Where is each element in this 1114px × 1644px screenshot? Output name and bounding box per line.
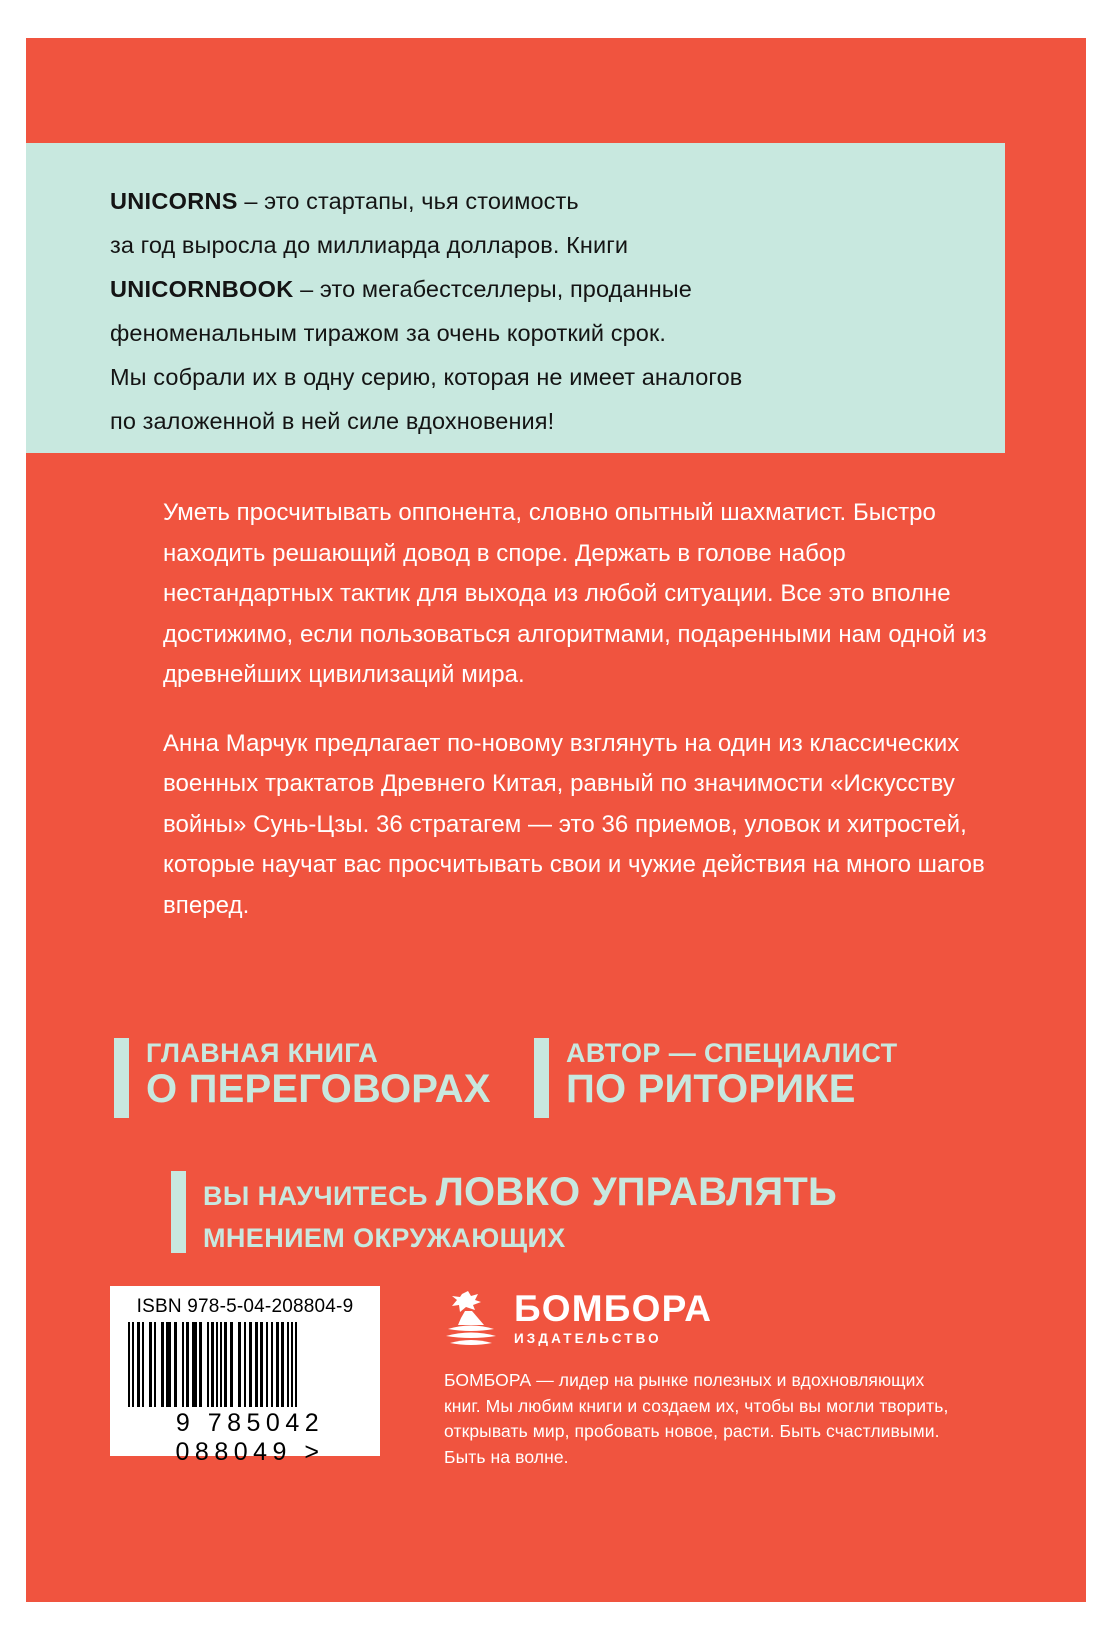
isbn-label: ISBN 978-5-04-208804-9 [136, 1296, 354, 1317]
series-line-5: Мы собрали их в одну серию, которая не имеет аналогов [110, 364, 743, 390]
feature-author-specialist-small: АВТОР — СПЕЦИАЛИСТ [566, 1038, 898, 1068]
series-line-3-rest: – это мегабестселлеры, проданные [293, 276, 692, 302]
series-description-panel [26, 143, 1005, 453]
feature-author-specialist [534, 1038, 898, 1118]
series-line-4: феноменальным тиражом за очень короткий срок. [110, 320, 666, 346]
feature-main-book-small: ГЛАВНАЯ КНИГА [146, 1038, 379, 1068]
series-brand-unicornbook: UNICORNBOOK [110, 276, 294, 302]
series-line-6: по заложенной в ней силе вдохновения! [110, 408, 555, 434]
series-description-text [110, 179, 965, 443]
publisher-description: БОМБОРА — лидер на рынке полезных и вдохновляющих книг. Мы любим книги и создаем их, чтобы вы могли творить, открывать мир, пробовать новое, расти. Быть счастливыми. Быть на волне. [444, 1370, 949, 1467]
publisher-subtitle: ИЗДАТЕЛЬСТВО [514, 1331, 662, 1346]
feature-you-will-learn-small: ВЫ НАУЧИТЕСЬ [203, 1181, 436, 1211]
series-brand-unicorns: UNICORNS [110, 188, 238, 214]
book-back-cover [26, 38, 1086, 1602]
accent-bar-icon [171, 1171, 186, 1253]
barcode-bars-icon [128, 1322, 362, 1407]
ean-digits: 9 785042 088049 > [175, 1409, 325, 1466]
publisher-block [444, 1286, 964, 1470]
series-line-1-rest: – это стартапы, чья стоимость [237, 188, 579, 214]
barcode-block [110, 1286, 380, 1466]
blurb-paragraph-2: Анна Марчук предлагает по-новому взглянуть на один из классических военных трактатов Древнего Китая, равный по значимости «Искусству войны» Сунь-Цзы. 36 стратагем — это 36 приемов, уловок и хитростей, которые научат вас просчитывать свои и чужие действия на много шагов вперед. [163, 729, 985, 919]
accent-bar-icon [114, 1038, 129, 1118]
accent-bar-icon [534, 1038, 549, 1118]
feature-you-will-learn [171, 1171, 837, 1253]
series-line-2: за год выросла до миллиарда долларов. Книги [110, 232, 629, 258]
feature-main-book-big: О ПЕРЕГОВОРАХ [146, 1067, 491, 1111]
feature-you-will-learn-second: МНЕНИЕМ ОКРУЖАЮЩИХ [203, 1223, 566, 1253]
publisher-name: БОМБОРА [514, 1288, 713, 1329]
feature-main-book [114, 1038, 491, 1118]
blurb-paragraph-1: Уметь просчитывать оппонента, словно опытный шахматист. Быстро находить решающий довод в споре. Держать в голове набор нестандартных тактик для выхода из любой ситуации. Все это вполне достижимо, если пользоваться алгоритмами, подаренными нам одной из древнейших цивилизаций мира. [163, 499, 987, 688]
book-blurb [163, 493, 993, 926]
feature-author-specialist-big: ПО РИТОРИКЕ [566, 1067, 856, 1111]
feature-you-will-learn-big: ЛОВКО УПРАВЛЯТЬ [435, 1170, 837, 1214]
bombora-mountain-icon [444, 1291, 498, 1347]
